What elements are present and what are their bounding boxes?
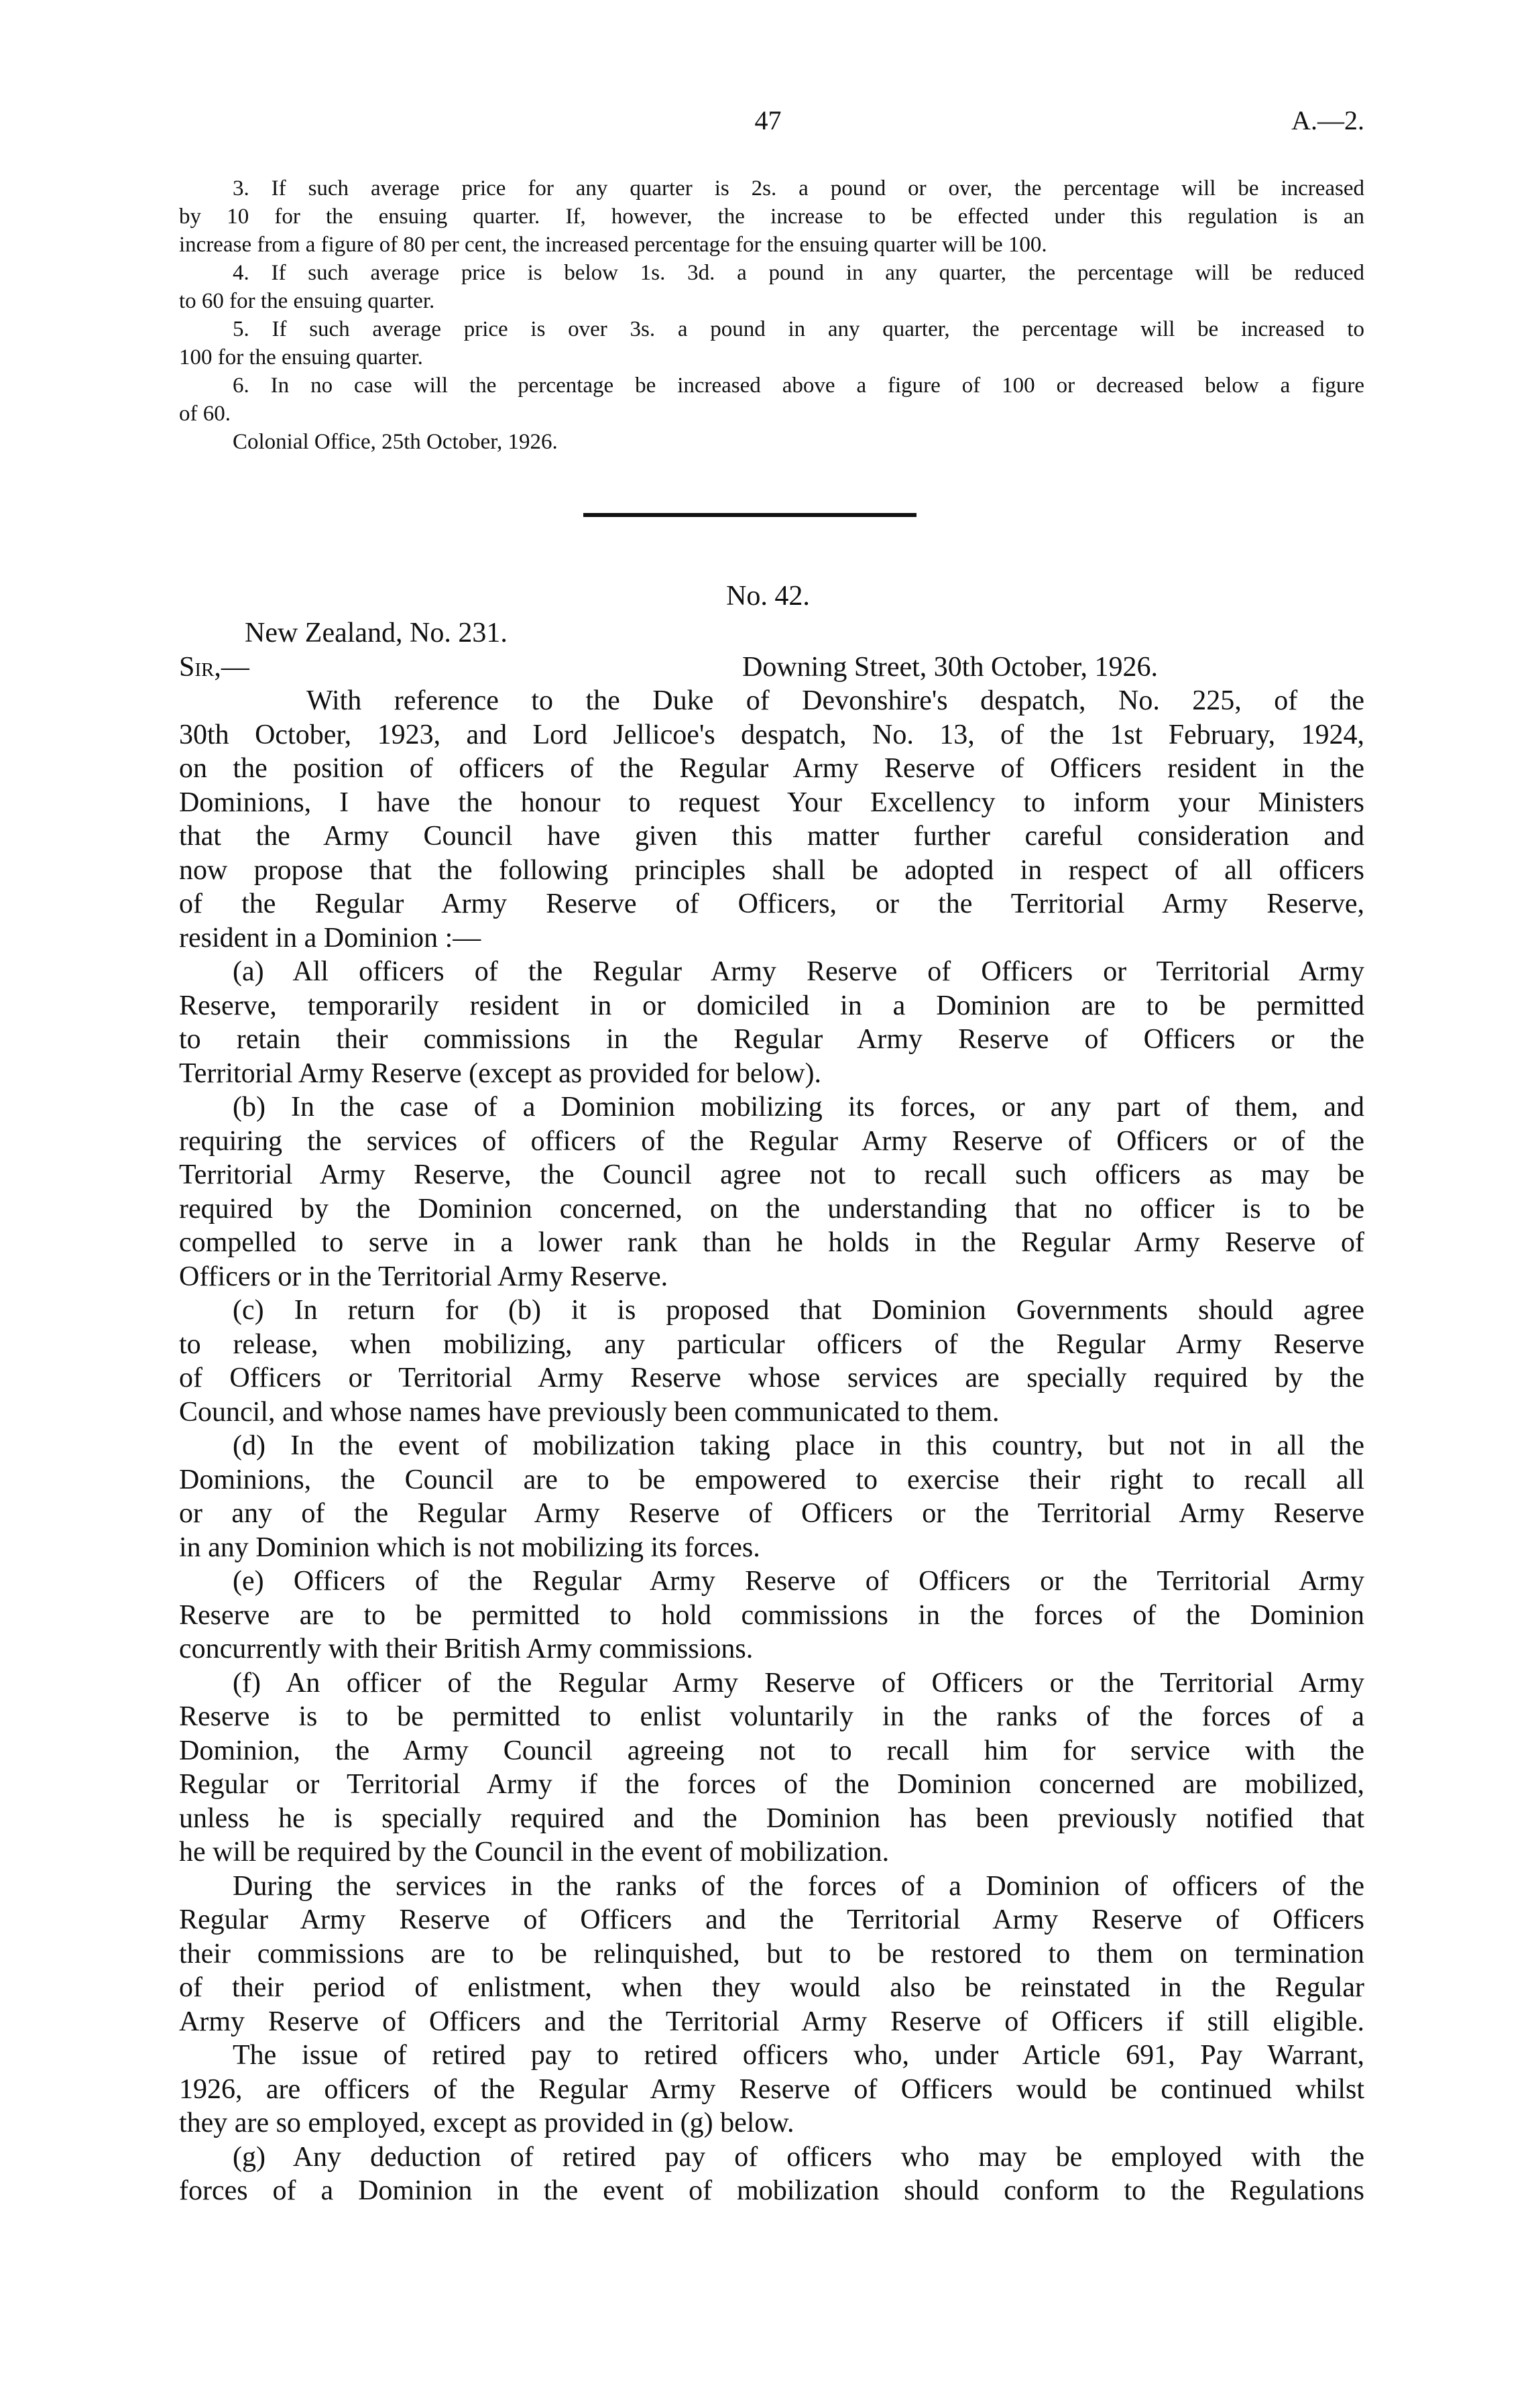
paragraph xyxy=(179,955,1364,1090)
text-line: required by the Dominion concerned, on the understanding that no officer is to be xyxy=(179,1193,1364,1224)
text-line: of Officers or Territorial Army Reserve whose services are specially required by the xyxy=(179,1363,1364,1393)
paragraph xyxy=(179,174,1364,259)
text-line: to release, when mobilizing, any particular officers of the Regular Army Reserve xyxy=(179,1328,1364,1360)
text-line: During the services in the ranks of the forces of a Dominion of officers of the xyxy=(233,1870,1364,1902)
text-line: requiring the services of officers of the Regular Army Reserve of Officers or of the xyxy=(179,1125,1364,1157)
text-line: Reserve are to be permitted to hold commissions in the forces of the Dominion xyxy=(179,1599,1364,1631)
text-line: (d) In the event of mobilization taking place in this country, but not in all the xyxy=(233,1430,1364,1461)
text-line: 1926, are officers of the Regular Army Reserve of Officers would be continued whilst xyxy=(179,2073,1364,2105)
text-line: The issue of retired pay to retired officers who, under Article 691, Pay Warrant, xyxy=(233,2040,1364,2071)
text-line: 6. In no case will the percentage be increased above a figure of 100 or decreased below a figure xyxy=(233,374,1364,398)
text-line: by 10 for the ensuing quarter. If, however, the increase to be effected under this regulation is an xyxy=(179,205,1364,229)
text-line: their commissions are to be relinquished, but to be restored to them on termination xyxy=(179,1938,1364,1969)
paragraph xyxy=(179,1666,1364,1870)
text-line: Dominion, the Army Council agreeing not to recall him for service with the xyxy=(179,1735,1364,1766)
text-line: Reserve is to be permitted to enlist voluntarily in the ranks of the forces of a xyxy=(179,1701,1364,1732)
text-line: of the Regular Army Reserve of Officers, or the Territorial Army Reserve, xyxy=(179,888,1364,919)
page-number: 47 xyxy=(754,105,782,135)
text-line: now propose that the following principles shall be adopted in respect of all officers xyxy=(179,854,1364,886)
text-line: 4. If such average price is below 1s. 3d. a pound in any quarter, the percentage will be reduced xyxy=(233,261,1364,285)
text-line: Regular or Territorial Army if the forces of the Dominion concerned are mobilized, xyxy=(179,1769,1364,1800)
text-line: that the Army Council have given this matter further careful consideration and xyxy=(179,821,1364,852)
paragraph xyxy=(179,2039,1364,2140)
despatch-number: No. 42. xyxy=(726,581,810,612)
text-line: With reference to the Duke of Devonshire's despatch, No. 225, of the xyxy=(306,685,1364,716)
text-line: Dominions, the Council are to be empowered to exercise their right to recall all xyxy=(179,1464,1364,1495)
paragraph xyxy=(179,684,1364,955)
text-line: (e) Officers of the Regular Army Reserve of Officers or the Territorial Army xyxy=(233,1566,1364,1597)
paragraph xyxy=(179,2140,1364,2208)
text-line: on the position of officers of the Regular Army Reserve of Officers resident in the xyxy=(179,753,1364,784)
text-line: in any Dominion which is not mobilizing its forces. xyxy=(179,1532,760,1563)
text-line: Reserve, temporarily resident in or domiciled in a Dominion are to be permitted xyxy=(179,990,1364,1021)
text-line: Officers or in the Territorial Army Reserve. xyxy=(179,1261,668,1292)
text-line: he will be required by the Council in the event of mobilization. xyxy=(179,1837,890,1868)
text-line: 5. If such average price is over 3s. a pound in any quarter, the percentage will be increased to xyxy=(233,317,1364,341)
salutation: Sir,— xyxy=(179,652,249,683)
dateline: Downing Street, 30th October, 1926. xyxy=(742,652,1159,683)
paragraph xyxy=(179,1564,1364,1666)
text-line: Dominions, I have the honour to request Your Excellency to inform your Ministers xyxy=(179,787,1364,818)
text-line: 30th October, 1923, and Lord Jellicoe's despatch, No. 13, of the 1st February, 1924, xyxy=(179,719,1364,750)
text-line: or any of the Regular Army Reserve of Officers or the Territorial Army Reserve xyxy=(179,1498,1364,1529)
text-line: increase from a figure of 80 per cent, the increased percentage for the ensuing quarter will be 100. xyxy=(179,233,1047,257)
despatch-reference: New Zealand, No. 231. xyxy=(245,618,508,648)
despatch-body xyxy=(179,684,1364,2208)
paragraph xyxy=(179,371,1364,428)
text-line: Colonial Office, 25th October, 1926. xyxy=(233,430,558,454)
text-line: concurrently with their British Army commissions. xyxy=(179,1633,754,1664)
text-line: to 60 for the ensuing quarter. xyxy=(179,289,435,313)
text-line: of their period of enlistment, when they would also be reinstated in the Regular xyxy=(179,1972,1364,2003)
text-line: unless he is specially required and the Dominion has been previously notified that xyxy=(179,1802,1364,1834)
text-line: 100 for the ensuing quarter. xyxy=(179,345,423,369)
text-line: to retain their commissions in the Regular Army Reserve of Officers or the xyxy=(179,1024,1364,1055)
text-line: 3. If such average price for any quarter is 2s. a pound or over, the percentage will be increased xyxy=(233,176,1364,200)
regulations-continuation xyxy=(179,174,1364,456)
text-line: Council, and whose names have previously been communicated to them. xyxy=(179,1396,1000,1428)
paragraph xyxy=(179,428,1364,456)
series-reference: A.—2. xyxy=(1291,105,1364,135)
text-line: resident in a Dominion :— xyxy=(179,922,481,954)
text-line: (c) In return for (b) it is proposed that Dominion Governments should agree xyxy=(233,1295,1364,1326)
text-line: (a) All officers of the Regular Army Reserve of Officers or Territorial Army xyxy=(233,956,1364,987)
text-line: they are so employed, except as provided in (g) below. xyxy=(179,2108,794,2138)
text-line: forces of a Dominion in the event of mobilization should conform to the Regulations xyxy=(179,2175,1364,2206)
paragraph xyxy=(179,1429,1364,1564)
paragraph xyxy=(179,315,1364,371)
text-line: (b) In the case of a Dominion mobilizing its forces, or any part of them, and xyxy=(233,1092,1364,1123)
paragraph xyxy=(179,259,1364,315)
text-line: Regular Army Reserve of Officers and the Territorial Army Reserve of Officers xyxy=(179,1904,1364,1935)
paragraph xyxy=(179,1090,1364,1294)
text-line: (g) Any deduction of retired pay of officers who may be employed with the xyxy=(233,2141,1364,2173)
text-line: Territorial Army Reserve (except as provided for below). xyxy=(179,1057,822,1089)
section-divider xyxy=(583,513,917,517)
paragraph xyxy=(179,1294,1364,1429)
text-line: Army Reserve of Officers and the Territorial Army Reserve of Officers if still eligible. xyxy=(179,2006,1364,2037)
text-line: of 60. xyxy=(179,402,231,426)
paragraph xyxy=(179,1870,1364,2039)
text-line: compelled to serve in a lower rank than he holds in the Regular Army Reserve of xyxy=(179,1227,1364,1258)
text-line: Territorial Army Reserve, the Council agree not to recall such officers as may be xyxy=(179,1159,1364,1190)
text-line: (f) An officer of the Regular Army Reserve of Officers or the Territorial Army xyxy=(233,1667,1364,1699)
